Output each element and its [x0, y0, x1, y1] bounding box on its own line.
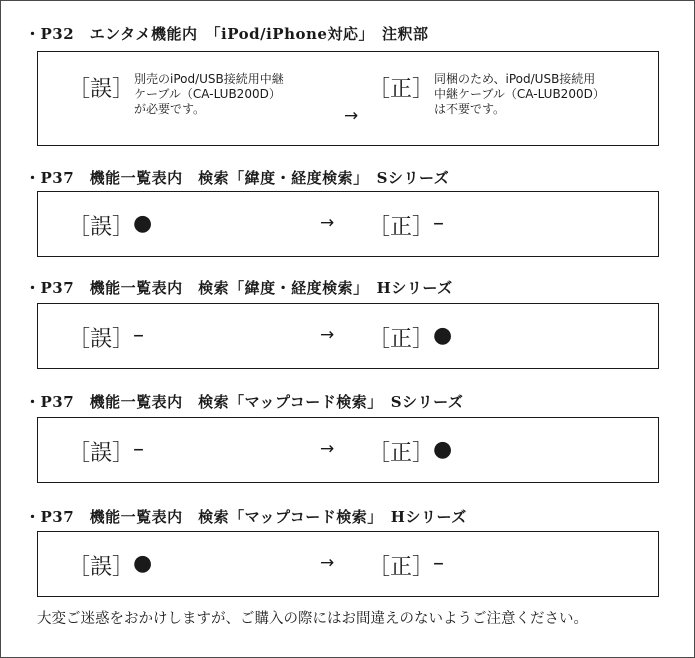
wrong-label: ［誤］	[68, 555, 135, 580]
wrong-value: –	[133, 437, 144, 462]
correct-value: –	[433, 211, 444, 236]
wrong-label: ［誤］	[68, 77, 135, 102]
section-heading: ・P37 機能一覧表内 検索「緯度・経度検索」 Hシリーズ	[25, 279, 453, 297]
wrong-note-line: が必要です。	[134, 102, 206, 116]
correct-note-line: 同梱のため、iPod/USB接続用	[434, 72, 596, 86]
wrong-label: ［誤］	[68, 327, 135, 352]
correct-label: ［正］	[368, 555, 435, 580]
correct-value: ●	[433, 323, 453, 348]
wrong-value: –	[133, 323, 144, 348]
correction-box	[37, 191, 659, 257]
footer-notice: 大変ご迷惑をおかけしますが、ご購入の際にはお間違えのないようご注意ください。	[37, 611, 588, 627]
wrong-note-line: 別売のiPod/USB接続用中継	[134, 72, 284, 86]
wrong-note-line: ケーブル（CA-LUB200D）	[134, 87, 281, 101]
correction-box	[37, 417, 659, 483]
arrow-icon: →	[320, 553, 335, 573]
correct-value: –	[433, 551, 444, 576]
section-heading: ・P37 機能一覧表内 検索「マップコード検索」 Hシリーズ	[25, 508, 467, 526]
correct-note	[434, 72, 605, 117]
correct-note-line: は不要です。	[434, 102, 506, 116]
wrong-value: ●	[133, 551, 153, 576]
correction-box	[37, 51, 659, 146]
correction-box	[37, 531, 659, 597]
correct-label: ［正］	[368, 441, 435, 466]
section-heading: ・P32 エンタメ機能内 「iPod/iPhone対応」 注釈部	[25, 25, 429, 43]
correct-label: ［正］	[368, 77, 435, 102]
arrow-icon: →	[320, 213, 335, 233]
wrong-note	[134, 72, 284, 117]
correct-note-line: 中継ケーブル（CA-LUB200D）	[434, 87, 605, 101]
wrong-label: ［誤］	[68, 441, 135, 466]
arrow-icon: →	[320, 439, 335, 459]
arrow-icon: →	[344, 106, 359, 126]
correct-label: ［正］	[368, 327, 435, 352]
section-heading: ・P37 機能一覧表内 検索「マップコード検索」 Sシリーズ	[25, 393, 464, 411]
arrow-icon: →	[320, 325, 335, 345]
wrong-label: ［誤］	[68, 215, 135, 240]
correct-label: ［正］	[368, 215, 435, 240]
correction-box	[37, 303, 659, 369]
section-heading: ・P37 機能一覧表内 検索「緯度・経度検索」 Sシリーズ	[25, 169, 450, 187]
wrong-value: ●	[133, 211, 153, 236]
correct-value: ●	[433, 437, 453, 462]
